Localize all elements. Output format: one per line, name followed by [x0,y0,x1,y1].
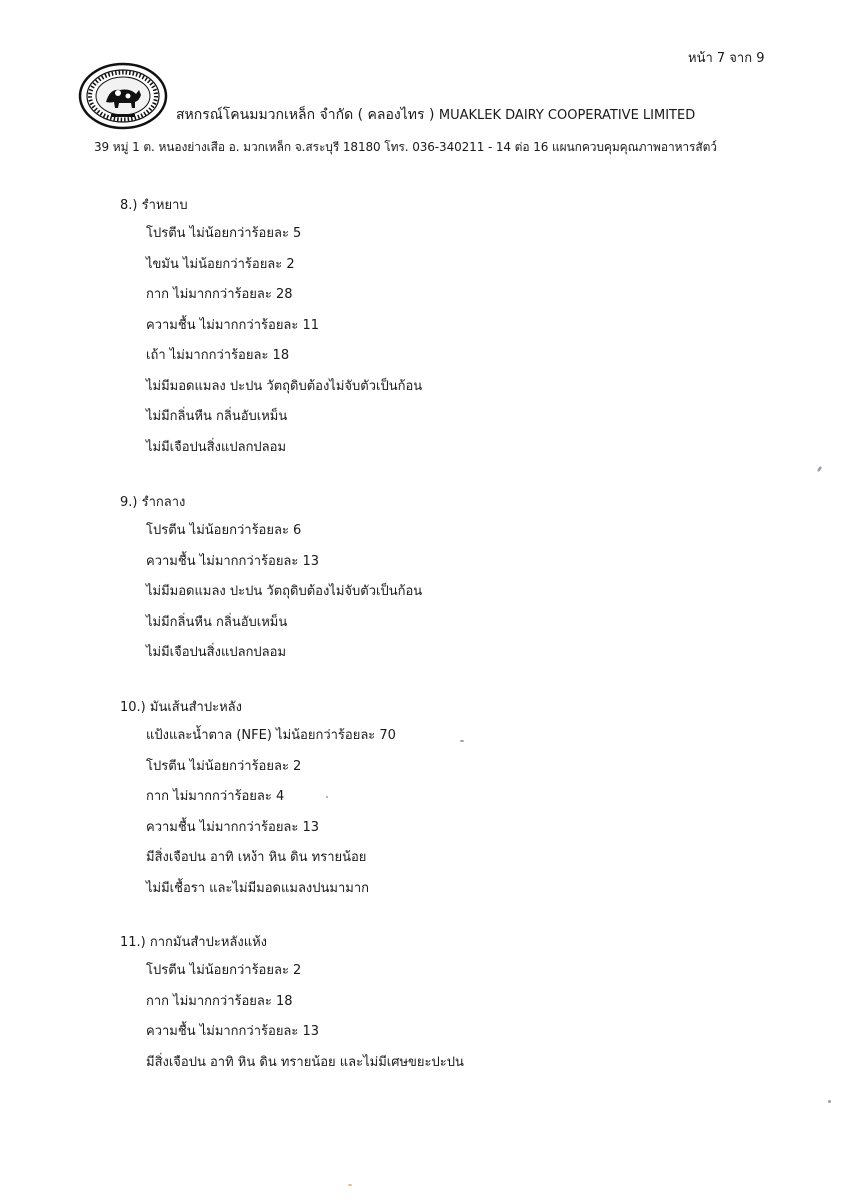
list-item: ความชื้น ไม่มากกว่าร้อยละ 13 [146,1024,320,1039]
scan-speck [326,796,328,798]
list-item: ไม่มีเชื้อรา และไม่มีมอดแมลงปนมามาก [146,880,369,896]
section-title: 10.) มันเส้นสำปะหลัง [120,700,242,715]
list-item: ไม่มีเจือปนสิ่งแปลกปลอม [146,645,287,660]
section-title: 11.) กากมันสำปะหลังแห้ง [120,935,268,950]
list-item: ความชื้น ไม่มากกว่าร้อยละ 13 [146,553,320,569]
list-item: กาก ไม่มากกว่าร้อยละ 18 [146,993,293,1009]
list-item: ความชื้น ไม่มากกว่าร้อยละ 11 [146,317,320,333]
organization-name [176,104,695,126]
list-item: เถ้า ไม่มากกว่าร้อยละ 18 [146,348,290,363]
organization-address: 39 หมู่ 1 ต. หนองย่างเสือ อ. มวกเหล็ก จ.สระบุรี 18180 โทร. 036-340211 - 14 ต่อ 16 แผนกควบคุมคุณภาพอาหารสัตว์ [94,140,717,154]
section-title: 8.) รำหยาบ [120,198,188,213]
list-item: ไม่มีเจือปนสิ่งแปลกปลอม [146,439,287,455]
list-item: กาก ไม่มากกว่าร้อยละ 28 [146,287,293,302]
scan-speck [460,740,464,742]
list-item: โปรตีน ไม่น้อยกว่าร้อยละ 2 [146,758,302,774]
section-10 [120,695,396,904]
section-title: 9.) รำกลาง [120,495,186,510]
list-item: โปรตีน ไม่น้อยกว่าร้อยละ 5 [146,226,302,241]
organization-name-thai: สหกรณ์โคนมมวกเหล็ก จำกัด ( คลองไทร ) [176,107,435,123]
list-item: โปรตีน ไม่น้อยกว่าร้อยละ 6 [146,523,302,538]
list-item: ไม่มีกลิ่นหืน กลิ่นอับเหม็น [146,614,288,630]
list-item: ไม่มีมอดแมลง ปะปน วัตถุดิบต้องไม่จับตัวเป็นก้อน [146,584,423,599]
scan-speck [817,466,823,473]
section-8 [120,193,422,463]
cooperative-seal-icon [78,62,168,130]
list-item: มีสิ่งเจือปน อาทิ หิน ดิน ทรายน้อย และไม่มีเศษขยะปะปน [146,1054,464,1070]
list-item: ไม่มีกลิ่นหืน กลิ่นอับเหม็น [146,409,288,424]
list-item: ความชื้น ไม่มากกว่าร้อยละ 13 [146,819,320,835]
page-number: หน้า 7 จาก 9 [688,51,765,66]
list-item: ไม่มีมอดแมลง ปะปน วัตถุดิบต้องไม่จับตัวเป็นก้อน [146,378,423,394]
section-9 [120,490,422,669]
list-item: แป้งและน้ำตาล (NFE) ไม่น้อยกว่าร้อยละ 70 [146,728,396,743]
list-item: โปรตีน ไม่น้อยกว่าร้อยละ 2 [146,963,302,978]
list-item: มีสิ่งเจือปน อาทิ เหง้า หิน ดิน ทรายน้อย [146,850,367,865]
scan-speck [828,1100,831,1103]
organization-name-english: MUAKLEK DAIRY COOPERATIVE LIMITED [438,108,696,123]
list-item: ไขมัน ไม่น้อยกว่าร้อยละ 2 [146,256,295,272]
list-item: กาก ไม่มากกว่าร้อยละ 4 [146,789,285,804]
scan-speck [348,1184,352,1186]
section-11 [120,930,464,1078]
